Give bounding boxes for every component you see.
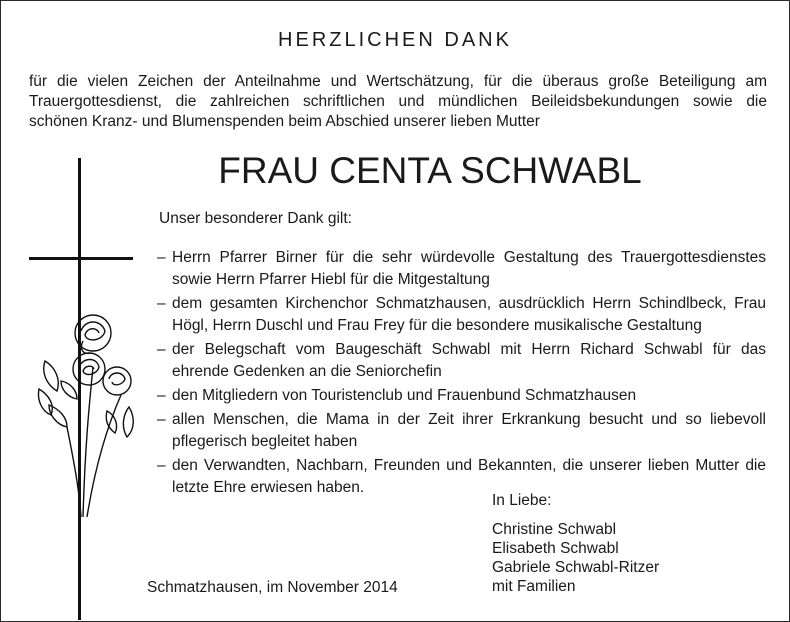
thanks-intro: Unser besonderer Dank gilt:	[159, 210, 352, 227]
roses-icon	[37, 307, 137, 519]
list-item: – dem gesamten Kirchenchor Schmatzhausen, ausdrücklich Herrn Schindlbeck, Frau Högl, Herrn Duschl und Frau Frey für die besondere musikalische Gestaltung	[157, 293, 766, 337]
cross-horizontal-bar	[29, 257, 133, 260]
signoff-greeting: In Liebe:	[492, 492, 552, 509]
intro-paragraph	[29, 72, 767, 132]
intro-line: schönen Kranz- und Blumenspenden beim Abschied unserer lieben Mutter	[29, 113, 540, 130]
deceased-name: FRAU CENTA SCHWABL	[218, 150, 642, 191]
list-item: – den Verwandten, Nachbarn, Freunden und Bekannten, die unserer lieben Mutter die letzte Ehre erwiesen haben.	[157, 455, 766, 499]
list-item: – Herrn Pfarrer Birner für die sehr würdevolle Gestaltung des Trauergottesdienstes sowie Herrn Pfarrer Hiebl für die Mitgestaltung	[157, 247, 766, 291]
signoff	[492, 491, 659, 596]
intro-line: für die vielen Zeichen der Anteilnahme und Wertschätzung, für die überaus große Beteiligung am	[29, 73, 767, 90]
signoff-name: Elisabeth Schwabl	[492, 540, 619, 557]
signoff-name: Gabriele Schwabl-Ritzer	[492, 559, 660, 576]
notice-heading: HERZLICHEN DANK	[278, 29, 512, 51]
thanks-list	[157, 247, 766, 501]
signoff-name: Christine Schwabl	[492, 521, 617, 538]
list-item: – der Belegschaft vom Baugeschäft Schwabl mit Herrn Richard Schwabl für das ehrende Gedenken an die Seniorchefin	[157, 339, 766, 383]
signoff-name: mit Familien	[492, 578, 576, 595]
list-item: – allen Menschen, die Mama in der Zeit ihrer Erkrankung besucht und so liebevoll pflegerisch begleitet haben	[157, 409, 766, 453]
place-date: Schmatzhausen, im November 2014	[147, 579, 398, 596]
intro-line: Trauergottesdienst, die zahlreichen schriftlichen und mündlichen Beileidsbekundungen sowie die	[29, 93, 767, 110]
list-item: – den Mitgliedern von Touristenclub und Frauenbund Schmatzhausen	[157, 385, 766, 407]
